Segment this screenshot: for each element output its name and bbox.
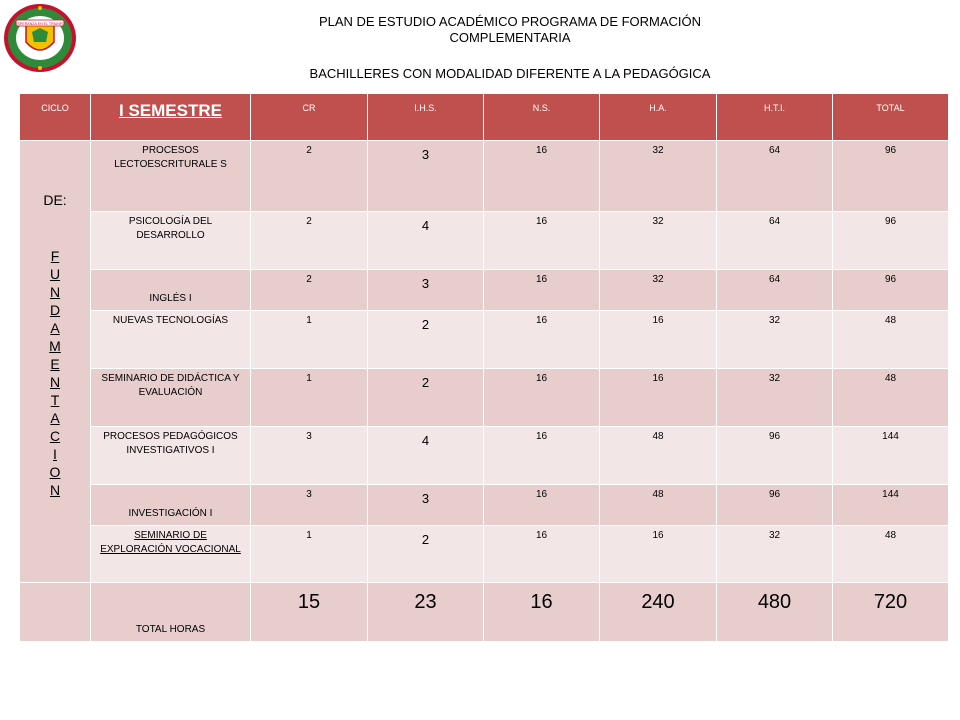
cr-cell: 2 xyxy=(251,141,368,212)
total-ha: 240 xyxy=(600,583,717,642)
total-total: 720 xyxy=(833,583,949,642)
ha-cell: 16 xyxy=(600,526,717,583)
ihs-cell: 2 xyxy=(368,369,484,427)
ciclo-letter: F xyxy=(50,248,60,264)
subject-cell: INVESTIGACIÓN I xyxy=(91,485,251,526)
col-header-ns: N.S. xyxy=(484,94,600,141)
ciclo-letter: N xyxy=(49,284,61,300)
table-row xyxy=(20,212,949,270)
subject-cell: NUEVAS TECNOLOGÍAS xyxy=(91,311,251,369)
ciclo-letter: E xyxy=(50,356,60,372)
col-header-ihs: I.H.S. xyxy=(368,94,484,141)
table-row xyxy=(20,311,949,369)
ha-cell: 32 xyxy=(600,212,717,270)
ns-cell: 16 xyxy=(484,141,600,212)
col-header-ha: H.A. xyxy=(600,94,717,141)
ha-cell: 48 xyxy=(600,427,717,485)
ciclo-letter: A xyxy=(50,410,60,426)
totals-row xyxy=(20,583,949,642)
ha-cell: 16 xyxy=(600,369,717,427)
total-hti: 480 xyxy=(717,583,833,642)
study-plan-table xyxy=(19,93,949,642)
subject-cell: INGLÉS I xyxy=(91,270,251,311)
col-header-ciclo: CICLO xyxy=(20,94,91,141)
ciclo-label: DE: xyxy=(43,192,67,208)
ns-cell: 16 xyxy=(484,485,600,526)
ihs-cell: 4 xyxy=(368,212,484,270)
cr-cell: 1 xyxy=(251,311,368,369)
cr-cell: 1 xyxy=(251,526,368,583)
ciclo-letter: N xyxy=(49,374,61,390)
ns-cell: 16 xyxy=(484,526,600,583)
ihs-cell: 3 xyxy=(368,270,484,311)
ns-cell: 16 xyxy=(484,369,600,427)
col-header-semester: I SEMESTRE xyxy=(91,94,251,141)
ciclo-letter: T xyxy=(50,392,60,408)
document-subtitle: BACHILLERES CON MODALIDAD DIFERENTE A LA PEDAGÓGICA xyxy=(309,66,711,81)
total-cell: 48 xyxy=(833,369,949,427)
institution-logo xyxy=(2,2,78,74)
ha-cell: 32 xyxy=(600,141,717,212)
table-row xyxy=(20,526,949,583)
svg-text:ESPERANZA EN EL TRIUNFO: ESPERANZA EN EL TRIUNFO xyxy=(15,21,65,26)
table-row xyxy=(20,270,949,311)
subject-cell: SEMINARIO DE DIDÁCTICA Y EVALUACIÓN xyxy=(91,369,251,427)
ns-cell: 16 xyxy=(484,311,600,369)
ns-cell: 16 xyxy=(484,212,600,270)
ciclo-letter: I xyxy=(53,446,57,462)
ciclo-letter: M xyxy=(49,338,61,354)
total-cell: 96 xyxy=(833,212,949,270)
col-header-cr: CR xyxy=(251,94,368,141)
total-cell: 144 xyxy=(833,427,949,485)
ciclo-letter: O xyxy=(49,464,61,480)
ciclo-cell xyxy=(20,141,91,583)
ns-cell: 16 xyxy=(484,270,600,311)
subject-cell: PROCESOS PEDAGÓGICOS INVESTIGATIVOS I xyxy=(91,427,251,485)
subject-cell: PROCESOS LECTOESCRITURALE S xyxy=(91,141,251,212)
ciclo-letter: D xyxy=(49,302,61,318)
totals-empty-cell xyxy=(20,583,91,642)
ihs-cell: 3 xyxy=(368,141,484,212)
hti-cell: 32 xyxy=(717,369,833,427)
ihs-cell: 2 xyxy=(368,526,484,583)
col-header-hti: H.T.I. xyxy=(717,94,833,141)
total-ihs: 23 xyxy=(368,583,484,642)
total-cell: 48 xyxy=(833,311,949,369)
totals-label: TOTAL HORAS xyxy=(91,583,251,642)
total-ns: 16 xyxy=(484,583,600,642)
ns-cell: 16 xyxy=(484,427,600,485)
hti-cell: 32 xyxy=(717,526,833,583)
document-title: PLAN DE ESTUDIO ACADÉMICO PROGRAMA DE FORMACIÓN COMPLEMENTARIA xyxy=(318,14,702,45)
ha-cell: 48 xyxy=(600,485,717,526)
cr-cell: 1 xyxy=(251,369,368,427)
hti-cell: 64 xyxy=(717,270,833,311)
total-cell: 96 xyxy=(833,141,949,212)
cr-cell: 3 xyxy=(251,427,368,485)
cr-cell: 2 xyxy=(251,270,368,311)
ha-cell: 16 xyxy=(600,311,717,369)
col-header-total: TOTAL xyxy=(833,94,949,141)
table-row xyxy=(20,141,949,212)
hti-cell: 64 xyxy=(717,212,833,270)
subject-cell: SEMINARIO DE EXPLORACIÓN VOCACIONAL xyxy=(91,526,251,583)
ciclo-letter: U xyxy=(49,266,61,282)
cr-cell: 2 xyxy=(251,212,368,270)
hti-cell: 32 xyxy=(717,311,833,369)
table-row xyxy=(20,427,949,485)
ciclo-letter: C xyxy=(49,428,61,444)
table-header-row xyxy=(20,94,949,141)
cr-cell: 3 xyxy=(251,485,368,526)
hti-cell: 64 xyxy=(717,141,833,212)
subject-cell: PSICOLOGÍA DEL DESARROLLO xyxy=(91,212,251,270)
hti-cell: 96 xyxy=(717,427,833,485)
ciclo-letter: A xyxy=(50,320,60,336)
total-cell: 144 xyxy=(833,485,949,526)
total-cell: 48 xyxy=(833,526,949,583)
ihs-cell: 2 xyxy=(368,311,484,369)
ihs-cell: 4 xyxy=(368,427,484,485)
table-row xyxy=(20,369,949,427)
total-cell: 96 xyxy=(833,270,949,311)
hti-cell: 96 xyxy=(717,485,833,526)
ha-cell: 32 xyxy=(600,270,717,311)
total-cr: 15 xyxy=(251,583,368,642)
ihs-cell: 3 xyxy=(368,485,484,526)
ciclo-name xyxy=(20,247,90,499)
ciclo-letter: N xyxy=(49,482,61,498)
table-row xyxy=(20,485,949,526)
